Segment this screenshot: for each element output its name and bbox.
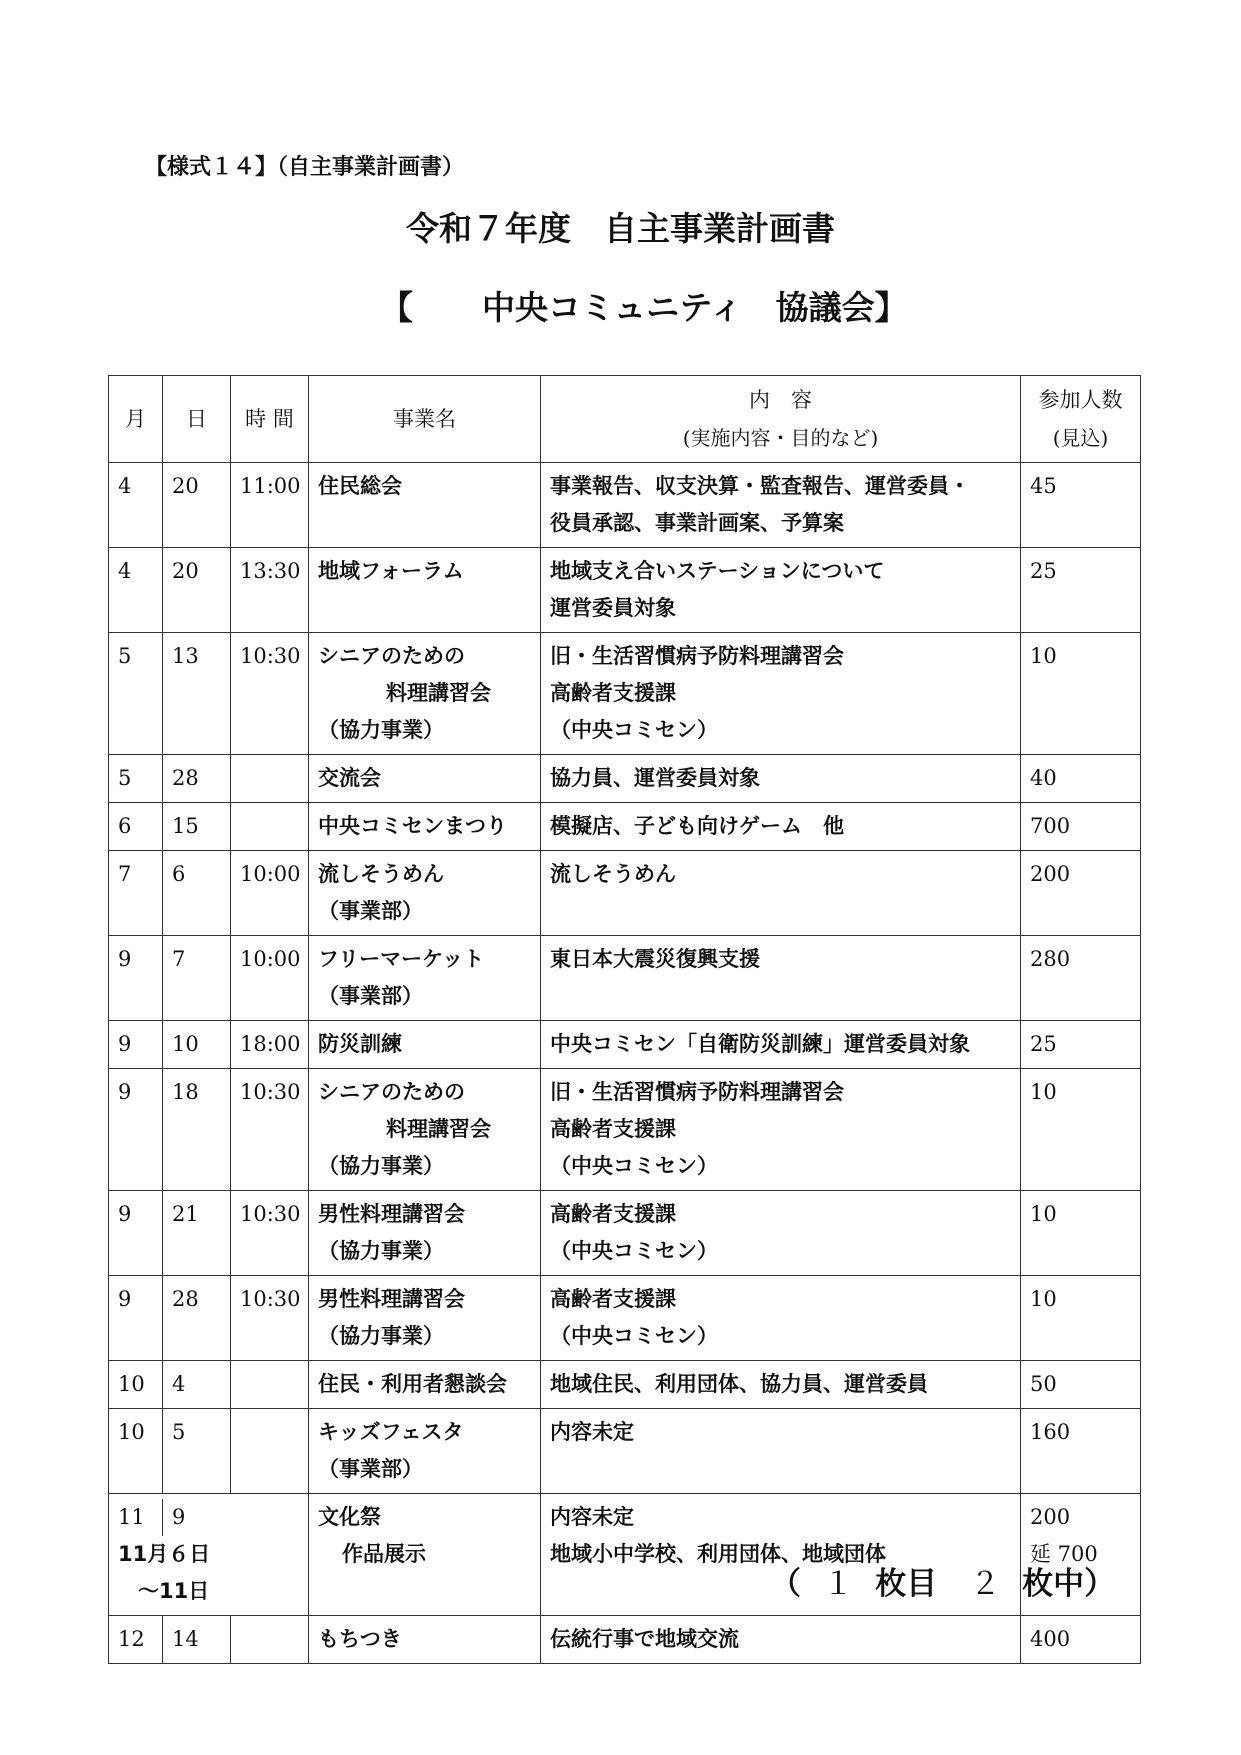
cell-event <box>309 633 541 755</box>
pager-open: （ <box>770 1566 801 1602</box>
table-row <box>109 1021 1141 1069</box>
content-line: 高齢者支援課 <box>550 1117 676 1141</box>
month-value: 6 <box>118 814 132 838</box>
day-divider <box>162 1499 163 1536</box>
cell-month <box>109 1409 163 1494</box>
day-value: 5 <box>172 1420 186 1444</box>
pager-current: １ <box>822 1566 854 1602</box>
cell-event <box>309 1409 541 1494</box>
cell-participants <box>1021 755 1141 803</box>
event-name-line: （協力事業） <box>318 1239 444 1263</box>
table-row <box>109 1616 1141 1664</box>
cell-event <box>309 1616 541 1664</box>
time-value: 18:00 <box>240 1032 301 1056</box>
participants-value: 40 <box>1030 766 1057 790</box>
cell-content <box>541 1361 1021 1409</box>
content-line: 運営委員対象 <box>550 596 676 620</box>
month-value: 9 <box>118 1032 132 1056</box>
header-participants-sub: (見込) <box>1052 426 1109 450</box>
header-time: 時 間 <box>231 376 309 463</box>
day-value: 10 <box>172 1032 199 1056</box>
header-participants-label: 参加人数 <box>1038 388 1123 412</box>
time-value: 11:00 <box>240 474 301 498</box>
cell-time <box>231 1191 309 1276</box>
cell-event <box>309 463 541 548</box>
cell-time <box>231 1409 309 1494</box>
event-name-line: 住民・利用者懇談会 <box>318 1372 507 1396</box>
cell-time <box>231 633 309 755</box>
content-line: 高齢者支援課 <box>550 1287 676 1311</box>
cell-month <box>109 548 163 633</box>
participants-value: 10 <box>1030 1287 1057 1311</box>
cell-participants <box>1021 936 1141 1021</box>
table-row <box>109 1069 1141 1191</box>
cell-content <box>541 1276 1021 1361</box>
event-name-line: 男性料理講習会 <box>318 1202 465 1226</box>
cell-content <box>541 1069 1021 1191</box>
event-name-line: 流しそうめん <box>318 862 444 886</box>
content-line: 伝統行事で地域交流 <box>550 1627 739 1651</box>
event-name-line: （事業部） <box>318 984 423 1008</box>
participants-value: 50 <box>1030 1372 1057 1396</box>
cell-participants <box>1021 1191 1141 1276</box>
cell-content <box>541 1409 1021 1494</box>
day-value: 6 <box>172 862 186 886</box>
content-line: （中央コミセン） <box>550 718 718 742</box>
month-value: 5 <box>118 644 132 668</box>
bracket-close: 】 <box>874 288 908 327</box>
cell-content <box>541 1191 1021 1276</box>
time-value: 10:30 <box>240 644 301 668</box>
header-day: 日 <box>163 376 231 463</box>
day-value: 28 <box>172 766 199 790</box>
month-value: 10 <box>118 1372 145 1396</box>
participants-value: 400 <box>1030 1627 1071 1651</box>
content-line: 流しそうめん <box>550 862 676 886</box>
header-participants <box>1021 376 1141 463</box>
cell-time <box>231 1361 309 1409</box>
participants-value: 25 <box>1030 559 1057 583</box>
content-line: 内容未定 <box>550 1505 634 1529</box>
organization-title <box>380 282 908 329</box>
page-indicator <box>770 1558 1115 1603</box>
header-content-label: 内 容 <box>749 388 812 412</box>
event-name-line: 料理講習会 <box>386 681 491 705</box>
event-name-line: 防災訓練 <box>318 1032 402 1056</box>
table-row <box>109 936 1141 1021</box>
cell-day <box>163 633 231 755</box>
event-name-line: 文化祭 <box>318 1505 381 1529</box>
cell-content <box>541 633 1021 755</box>
event-name-line: （事業部） <box>318 899 423 923</box>
month-value: 4 <box>118 474 132 498</box>
content-line: 高齢者支援課 <box>550 681 676 705</box>
event-name-line: （協力事業） <box>318 718 444 742</box>
table-row <box>109 463 1141 548</box>
month-value: 12 <box>118 1627 145 1651</box>
cell-time <box>231 1069 309 1191</box>
day-value: 15 <box>172 814 199 838</box>
cell-event <box>309 1276 541 1361</box>
cell-content <box>541 463 1021 548</box>
table-row <box>109 755 1141 803</box>
cell-participants <box>1021 463 1141 548</box>
cell-event <box>309 1069 541 1191</box>
cell-content <box>541 548 1021 633</box>
content-line: 内容未定 <box>550 1420 634 1444</box>
event-name-line: キッズフェスタ <box>318 1420 464 1444</box>
time-value: 10:00 <box>240 947 301 971</box>
content-line: 高齢者支援課 <box>550 1202 676 1226</box>
day-value: 20 <box>172 474 199 498</box>
content-line: 地域支え合いステーションについて <box>550 559 885 583</box>
table-header-row <box>109 376 1141 463</box>
month-value: 9 <box>118 947 132 971</box>
cell-month <box>109 633 163 755</box>
event-name-line: 料理講習会 <box>386 1117 491 1141</box>
table-row <box>109 803 1141 851</box>
cell-event <box>309 1021 541 1069</box>
event-name-line: シニアのための <box>318 1080 465 1104</box>
cell-month <box>109 1191 163 1276</box>
bracket-open: 【 <box>380 288 413 327</box>
cell-day <box>163 463 231 548</box>
event-name-line: （協力事業） <box>318 1154 444 1178</box>
cell-participants <box>1021 1361 1141 1409</box>
table-row <box>109 1409 1141 1494</box>
day-value: 21 <box>172 1202 199 1226</box>
event-name-line: 交流会 <box>318 766 381 790</box>
pager-label-current: 枚目 <box>875 1566 938 1602</box>
participants-value: 700 <box>1030 814 1071 838</box>
month-value: 9 <box>118 1080 132 1104</box>
event-plan-table <box>108 375 1141 1664</box>
cell-event <box>309 803 541 851</box>
table-row <box>109 1361 1141 1409</box>
cell-participants <box>1021 803 1141 851</box>
header-content <box>541 376 1021 463</box>
time-value: 10:00 <box>240 862 301 886</box>
table-row <box>109 1276 1141 1361</box>
time-value: 10:30 <box>240 1080 301 1104</box>
cell-month <box>109 936 163 1021</box>
participants-value: 200 <box>1030 1505 1071 1529</box>
cell-time <box>231 1021 309 1069</box>
cell-content <box>541 851 1021 936</box>
participants-value: 45 <box>1030 474 1057 498</box>
cell-day <box>163 1616 231 1664</box>
day-value: 28 <box>172 1287 199 1311</box>
cell-time <box>231 851 309 936</box>
cell-time <box>231 755 309 803</box>
cell-content <box>541 803 1021 851</box>
cell-month <box>109 755 163 803</box>
cell-day <box>163 803 231 851</box>
day-value: 7 <box>172 947 186 971</box>
cell-time <box>231 1616 309 1664</box>
event-name-line: もちつき <box>318 1627 402 1651</box>
cell-event <box>309 548 541 633</box>
participants-value: 200 <box>1030 862 1071 886</box>
cell-month <box>109 463 163 548</box>
cell-time <box>231 463 309 548</box>
participants-value: 10 <box>1030 1202 1057 1226</box>
month-value: 11 <box>118 1505 145 1529</box>
participants-value: 延 700 <box>1030 1542 1098 1566</box>
cell-event <box>309 936 541 1021</box>
table-row <box>109 633 1141 755</box>
event-name-line: フリーマーケット <box>318 947 485 971</box>
cell-event <box>309 755 541 803</box>
time-value: 10:30 <box>240 1202 301 1226</box>
cell-event <box>309 1494 541 1616</box>
month-value: 5 <box>118 766 132 790</box>
table-row <box>109 548 1141 633</box>
participants-value: 10 <box>1030 1080 1057 1104</box>
cell-time <box>231 548 309 633</box>
cell-month <box>109 1276 163 1361</box>
header-month: 月 <box>109 376 163 463</box>
cell-month <box>109 803 163 851</box>
participants-value: 160 <box>1030 1420 1071 1444</box>
cell-day <box>163 548 231 633</box>
participants-value: 280 <box>1030 947 1071 971</box>
event-name-line: 地域フォーラム <box>318 559 464 583</box>
cell-participants <box>1021 851 1141 936</box>
cell-participants <box>1021 548 1141 633</box>
form-label: 【様式１４】（自主事業計画書） <box>145 155 465 180</box>
cell-content <box>541 1616 1021 1664</box>
cell-participants <box>1021 1276 1141 1361</box>
month-value: 9 <box>118 1202 132 1226</box>
cell-participants <box>1021 633 1141 755</box>
content-line: 旧・生活習慣病予防料理講習会 <box>550 1080 844 1104</box>
cell-participants <box>1021 1616 1141 1664</box>
month-value: 10 <box>118 1420 145 1444</box>
content-line: 旧・生活習慣病予防料理講習会 <box>550 644 844 668</box>
content-line: 中央コミセン「自衛防災訓練」運営委員対象 <box>550 1032 970 1056</box>
event-name-line: シニアのための <box>318 644 465 668</box>
cell-month <box>109 1021 163 1069</box>
cell-event <box>309 1361 541 1409</box>
cell-participants <box>1021 1409 1141 1494</box>
day-value: 18 <box>172 1080 199 1104</box>
header-event: 事業名 <box>309 376 541 463</box>
content-line: （中央コミセン） <box>550 1239 718 1263</box>
event-name-line: 作品展示 <box>342 1542 426 1566</box>
participants-value: 25 <box>1030 1032 1057 1056</box>
content-line: 地域住民、利用団体、協力員、運営委員 <box>550 1372 928 1396</box>
time-value: 13:30 <box>240 559 301 583</box>
cell-day <box>163 936 231 1021</box>
cell-day <box>163 1361 231 1409</box>
month-value: 7 <box>118 862 132 886</box>
cell-content <box>541 936 1021 1021</box>
event-name-line: 中央コミセンまつり <box>318 814 507 838</box>
content-line: 事業報告、収支決算・監査報告、運営委員・ <box>550 474 970 498</box>
time-value: 10:30 <box>240 1287 301 1311</box>
month-value: 9 <box>118 1287 132 1311</box>
month-value: 4 <box>118 559 132 583</box>
content-line: 模擬店、子ども向けゲーム 他 <box>550 814 844 838</box>
event-name-line: （事業部） <box>318 1457 423 1481</box>
pager-total: ２ <box>969 1566 1001 1602</box>
participants-value: 10 <box>1030 644 1057 668</box>
day-value: 14 <box>172 1627 199 1651</box>
cell-time <box>231 936 309 1021</box>
cell-date-range <box>109 1494 309 1616</box>
table-row <box>109 1191 1141 1276</box>
cell-day <box>163 1021 231 1069</box>
content-line: （中央コミセン） <box>550 1154 718 1178</box>
cell-participants <box>1021 1021 1141 1069</box>
cell-day <box>163 851 231 936</box>
pager-label-total: 枚中） <box>1022 1566 1116 1602</box>
date-range-line: 11月６日 <box>118 1542 211 1566</box>
cell-event <box>309 1191 541 1276</box>
cell-content <box>541 755 1021 803</box>
cell-month <box>109 1069 163 1191</box>
event-name-line: （協力事業） <box>318 1324 444 1348</box>
event-name-line: 男性料理講習会 <box>318 1287 465 1311</box>
cell-day <box>163 1276 231 1361</box>
cell-month <box>109 1616 163 1664</box>
organization-name: 中央コミュニティ 協議会 <box>481 288 875 327</box>
day-value: 4 <box>172 1372 186 1396</box>
cell-month <box>109 1361 163 1409</box>
date-range-line: ～11日 <box>138 1579 210 1603</box>
table-row <box>109 851 1141 936</box>
content-line: 協力員、運営委員対象 <box>550 766 760 790</box>
cell-participants <box>1021 1069 1141 1191</box>
cell-time <box>231 1276 309 1361</box>
cell-content <box>541 1021 1021 1069</box>
content-line: （中央コミセン） <box>550 1324 718 1348</box>
day-value: 13 <box>172 644 199 668</box>
table-body <box>109 463 1141 1664</box>
day-value: 20 <box>172 559 199 583</box>
cell-time <box>231 803 309 851</box>
header-content-sub: (実施内容・目的など) <box>682 426 879 450</box>
cell-day <box>163 1191 231 1276</box>
cell-month <box>109 851 163 936</box>
cell-day <box>163 1409 231 1494</box>
content-line: 東日本大震災復興支援 <box>550 947 760 971</box>
day-value: 9 <box>172 1505 186 1529</box>
cell-day <box>163 1069 231 1191</box>
cell-day <box>163 755 231 803</box>
document-title: 令和７年度 自主事業計画書 <box>406 209 835 248</box>
content-line: 地域小中学校、利用団体、地域団体 <box>550 1542 886 1566</box>
content-line: 役員承認、事業計画案、予算案 <box>550 511 844 535</box>
cell-event <box>309 851 541 936</box>
event-name-line: 住民総会 <box>318 474 402 498</box>
